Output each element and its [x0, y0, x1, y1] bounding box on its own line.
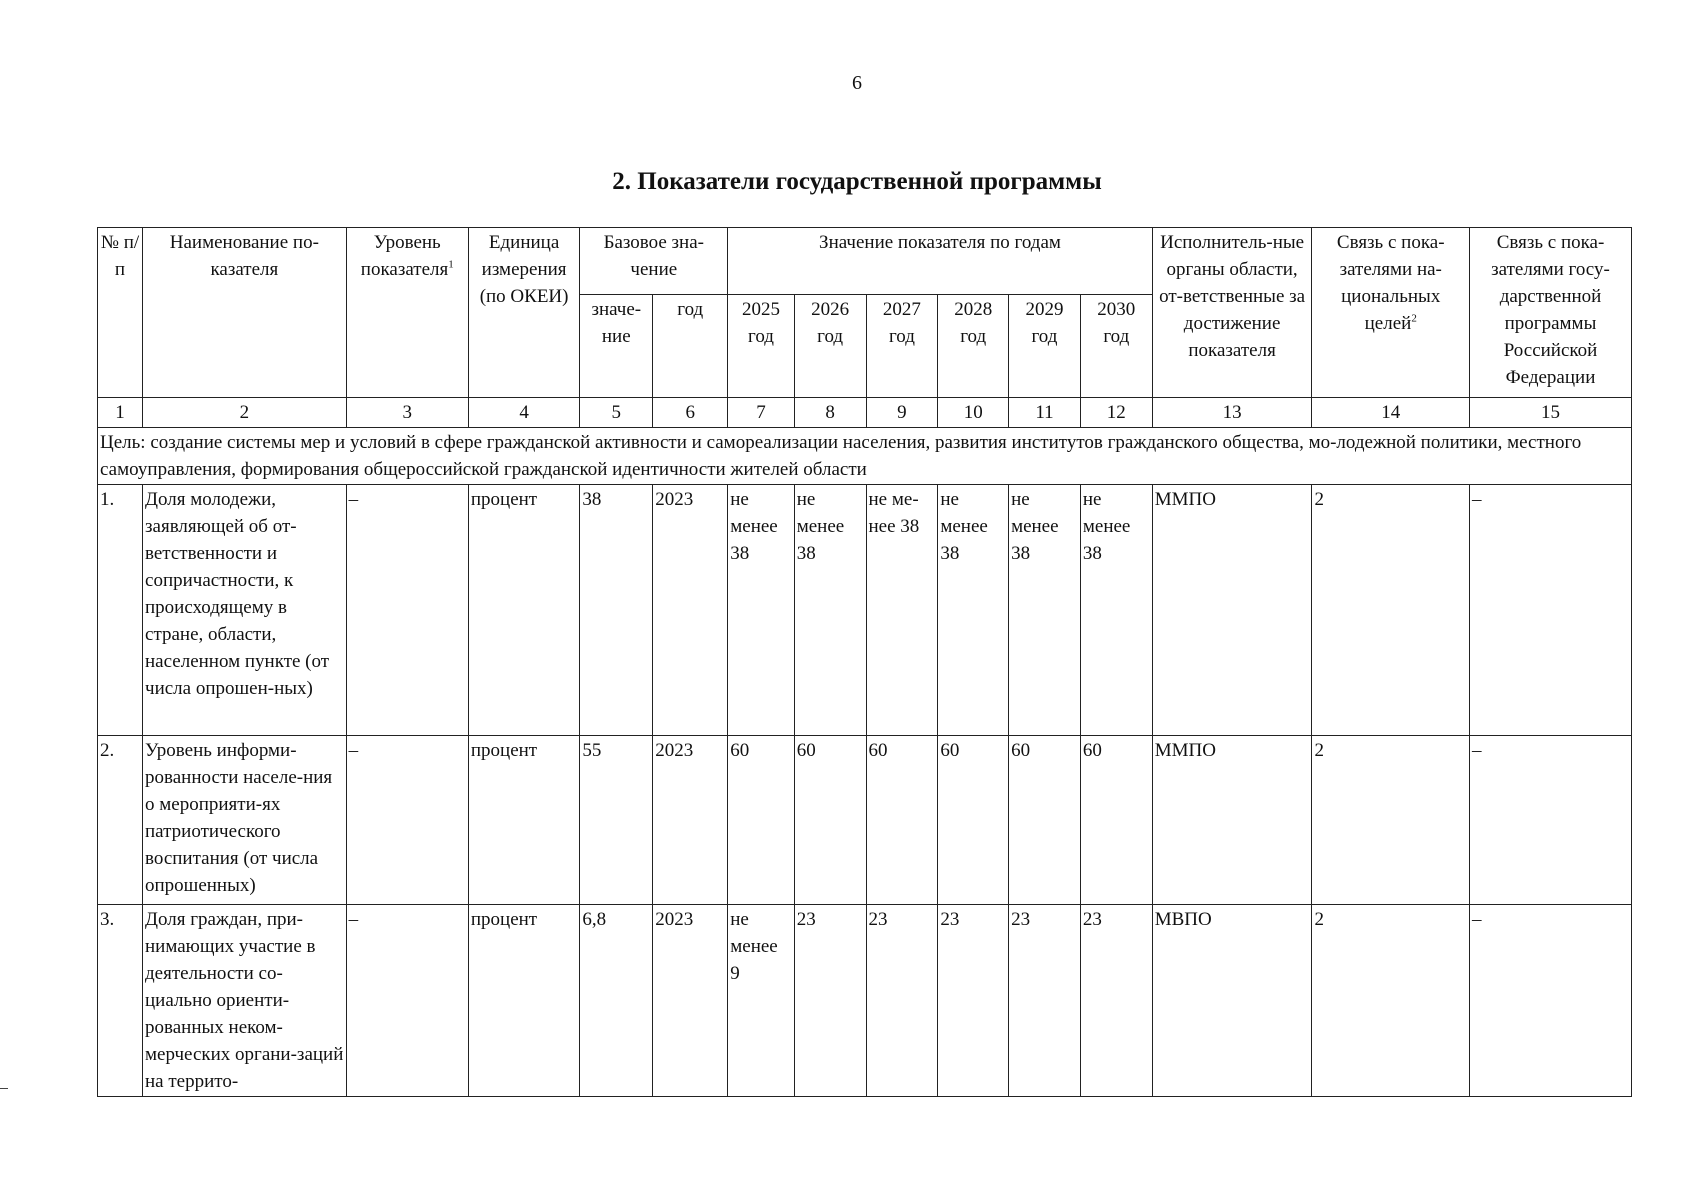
indicator-name: Уровень информи-рованности населе-ния о мероприяти-ях патриотического воспитания (от числа опрошенных) — [143, 736, 347, 905]
value-2029: 23 — [1009, 905, 1081, 1097]
header-executors: Исполнитель-ные органы области, от-ветственные за достижение показателя — [1152, 228, 1312, 398]
column-number: 6 — [653, 398, 728, 428]
column-number: 12 — [1080, 398, 1152, 428]
margin-mark — [0, 1088, 8, 1089]
column-number: 15 — [1470, 398, 1632, 428]
table-row — [98, 905, 1632, 1097]
national-goal-link: 2 — [1312, 485, 1470, 736]
rf-program-link: – — [1470, 736, 1632, 905]
header-national-footnote: 2 — [1411, 312, 1417, 325]
value-2026: не менее 38 — [794, 485, 866, 736]
column-number-row — [98, 398, 1632, 428]
header-unit: Единица измерения (по ОКЕИ) — [468, 228, 579, 398]
column-number: 7 — [728, 398, 794, 428]
table-row — [98, 736, 1632, 905]
header-level-text: Уровень показателя — [360, 232, 449, 280]
value-2030: не менее 38 — [1080, 485, 1152, 736]
indicator-unit: процент — [468, 905, 579, 1097]
header-name: Наименование по-казателя — [143, 228, 347, 398]
indicator-unit: процент — [468, 736, 579, 905]
header-row — [98, 228, 1632, 295]
page-title: 2. Показатели государственной программы — [612, 168, 1102, 195]
column-number: 4 — [468, 398, 579, 428]
header-year-2030: 2030 год — [1080, 295, 1152, 398]
row-number: 3. — [98, 905, 143, 1097]
header-year-2029: 2029 год — [1009, 295, 1081, 398]
table-row — [98, 485, 1632, 736]
value-2029: не менее 38 — [1009, 485, 1081, 736]
value-2025: не менее 9 — [728, 905, 794, 1097]
header-year-2027: 2027 год — [866, 295, 938, 398]
column-number: 2 — [143, 398, 347, 428]
value-2030: 60 — [1080, 736, 1152, 905]
header-no: № п/п — [98, 228, 143, 398]
base-value: 6,8 — [580, 905, 653, 1097]
value-2026: 60 — [794, 736, 866, 905]
value-2025: 60 — [728, 736, 794, 905]
column-number: 8 — [794, 398, 866, 428]
value-2027: 60 — [866, 736, 938, 905]
header-level-footnote: 1 — [448, 258, 454, 271]
page-number: 6 — [852, 72, 862, 94]
column-number: 3 — [346, 398, 468, 428]
value-2029: 60 — [1009, 736, 1081, 905]
executor: ММПО — [1152, 485, 1312, 736]
indicator-name: Доля граждан, при-нимающих участие в деятельности со-циально ориенти-рованных неком-мерческих органи-заций на террито- — [143, 905, 347, 1097]
executor: МВПО — [1152, 905, 1312, 1097]
base-value: 55 — [580, 736, 653, 905]
header-base-value: значе-ние — [580, 295, 653, 398]
value-2027: 23 — [866, 905, 938, 1097]
indicator-name: Доля молодежи, заявляющей об от-ветственности и сопричастности, к происходящему в стране, области, населенном пункте (от числа опрошен-ных) — [143, 485, 347, 736]
header-values-by-year: Значение показателя по годам — [728, 228, 1152, 295]
rf-program-link: – — [1470, 905, 1632, 1097]
base-year: 2023 — [653, 736, 728, 905]
header-year-2026: 2026 год — [794, 295, 866, 398]
base-value: 38 — [580, 485, 653, 736]
row-number: 1. — [98, 485, 143, 736]
header-year-2025: 2025 год — [728, 295, 794, 398]
column-number: 9 — [866, 398, 938, 428]
column-number: 5 — [580, 398, 653, 428]
indicator-unit: процент — [468, 485, 579, 736]
goal-row — [98, 428, 1632, 485]
value-2026: 23 — [794, 905, 866, 1097]
value-2030: 23 — [1080, 905, 1152, 1097]
value-2028: 23 — [938, 905, 1009, 1097]
national-goal-link: 2 — [1312, 905, 1470, 1097]
indicator-level: – — [346, 905, 468, 1097]
indicator-level: – — [346, 485, 468, 736]
executor: ММПО — [1152, 736, 1312, 905]
header-level — [346, 228, 468, 398]
column-number: 1 — [98, 398, 143, 428]
value-2025: не менее 38 — [728, 485, 794, 736]
base-year: 2023 — [653, 485, 728, 736]
column-number: 10 — [938, 398, 1009, 428]
header-national-goals — [1312, 228, 1470, 398]
header-national-goals-text: Связь с пока-зателями на-циональных целей — [1336, 232, 1445, 334]
value-2028: 60 — [938, 736, 1009, 905]
value-2028: не менее 38 — [938, 485, 1009, 736]
national-goal-link: 2 — [1312, 736, 1470, 905]
column-number: 14 — [1312, 398, 1470, 428]
header-base: Базовое зна-чение — [580, 228, 728, 295]
value-2027: не ме-нее 38 — [866, 485, 938, 736]
header-base-year: год — [653, 295, 728, 398]
column-number: 13 — [1152, 398, 1312, 428]
indicators-table — [97, 227, 1632, 1097]
header-year-2028: 2028 год — [938, 295, 1009, 398]
base-year: 2023 — [653, 905, 728, 1097]
header-rf-program: Связь с пока-зателями госу-дарственной программы Российской Федерации — [1470, 228, 1632, 398]
indicator-level: – — [346, 736, 468, 905]
row-number: 2. — [98, 736, 143, 905]
column-number: 11 — [1009, 398, 1081, 428]
goal-text: Цель: создание системы мер и условий в сфере гражданской активности и самореализации населения, развития институтов гражданского общества, мо-лодежной политики, местного самоуправления, формирования общероссийской гражданской идентичности жителей области — [98, 428, 1632, 485]
rf-program-link: – — [1470, 485, 1632, 736]
